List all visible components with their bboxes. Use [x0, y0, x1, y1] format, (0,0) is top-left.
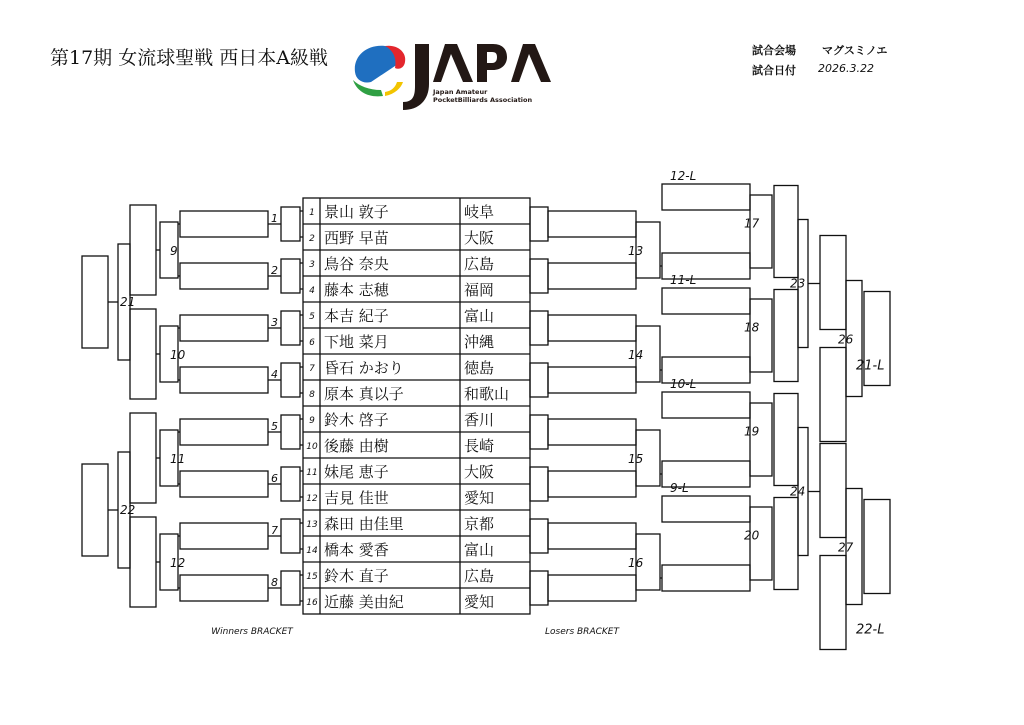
losers-bracket-label: Losers BRACKET	[545, 627, 619, 637]
losers-r4-feed-slot	[820, 556, 846, 650]
final-feed-label-21-L: 21-L	[856, 358, 885, 374]
losers-r2-label-17: 17	[744, 216, 760, 231]
winners-r1-slot	[180, 419, 268, 445]
losers-r2-match-19	[750, 403, 772, 476]
losers-r4-feed-slot	[820, 348, 846, 442]
winners-r1-label-3: 3	[271, 316, 278, 329]
loser-feed-label-9-L: 9-L	[670, 481, 689, 495]
losers-r2-feed-slot	[662, 184, 750, 210]
player-seed-9: 9	[309, 416, 315, 426]
player-seed-15: 15	[306, 572, 318, 582]
winners-r1-slot	[180, 315, 268, 341]
logo-tagline-line1: Japan Amateur	[433, 88, 488, 96]
losers-r2-feed-slot	[662, 392, 750, 418]
player-name-1: 景山 敦子	[324, 203, 389, 221]
player-pref-10: 長崎	[464, 437, 495, 455]
player-pref-2: 大阪	[464, 229, 495, 247]
losers-r4-label-27: 27	[838, 540, 854, 555]
losers-r3-label-23: 23	[790, 276, 806, 291]
losers-r4-advance-slot	[820, 444, 846, 538]
winners-r2-label-9: 9	[170, 244, 178, 258]
loser-feed-label-10-L: 10-L	[670, 377, 697, 391]
player-pref-13: 京都	[464, 515, 495, 533]
winners-r1-label-1: 1	[271, 212, 278, 225]
winners-r1-label-2: 2	[271, 264, 278, 277]
player-name-5: 本吉 紀子	[324, 307, 389, 325]
player-seed-14: 14	[306, 546, 318, 556]
winners-bracket-label: Winners BRACKET	[211, 627, 293, 637]
player-seed-4: 4	[309, 286, 315, 296]
player-name-4: 藤本 志穂	[324, 281, 389, 299]
venue-label: 試合会場	[752, 44, 796, 57]
player-name-7: 昏石 かおり	[324, 359, 404, 377]
losers-r0-match	[530, 571, 548, 605]
winners-r1-match-5	[281, 415, 300, 449]
winners-r2-slot	[130, 309, 156, 399]
player-pref-11: 大阪	[464, 463, 495, 481]
logo-tagline-line2: PocketBilliards Association	[433, 96, 533, 104]
winners-r1-slot	[180, 471, 268, 497]
player-pref-9: 香川	[464, 411, 495, 429]
winners-r1-match-8	[281, 571, 300, 605]
losers-r1-label-13: 13	[628, 244, 644, 258]
winners-r1-label-4: 4	[271, 368, 278, 381]
losers-r0-match	[530, 363, 548, 397]
player-pref-1: 岐阜	[464, 203, 495, 221]
winners-r2-slot	[130, 205, 156, 295]
winners-r1-slot	[180, 263, 268, 289]
losers-r2-label-18: 18	[744, 320, 760, 335]
losers-r1-label-15: 15	[628, 452, 644, 466]
losers-r0-match	[530, 415, 548, 449]
losers-r4-advance-slot	[820, 236, 846, 330]
player-seed-13: 13	[306, 520, 318, 530]
player-seed-12: 12	[306, 494, 318, 504]
player-seed-16: 16	[306, 598, 318, 608]
player-pref-3: 広島	[464, 255, 495, 273]
player-pref-15: 広島	[464, 567, 495, 585]
player-name-14: 橋本 愛香	[324, 541, 389, 559]
losers-r0-match	[530, 259, 548, 293]
winners-r1-label-7: 7	[271, 524, 278, 537]
losers-r2-slot	[774, 290, 798, 382]
losers-r0-slot	[548, 367, 636, 393]
winners-r1-slot	[180, 575, 268, 601]
winners-r1-label-8: 8	[271, 576, 278, 589]
losers-r2-slot	[774, 498, 798, 590]
player-pref-4: 福岡	[464, 281, 495, 299]
winners-r1-match-4	[281, 363, 300, 397]
losers-r0-match	[530, 207, 548, 241]
losers-r0-slot	[548, 263, 636, 289]
winners-r2-label-12: 12	[170, 556, 186, 570]
player-name-10: 後藤 由樹	[324, 437, 389, 455]
player-seed-5: 5	[309, 312, 315, 322]
losers-r2-match-18	[750, 299, 772, 372]
player-name-8: 原本 真以子	[324, 385, 404, 403]
losers-r2-feed-slot	[662, 288, 750, 314]
losers-r0-slot	[548, 575, 636, 601]
losers-r1-label-14: 14	[628, 348, 644, 362]
winners-r3-label-22: 22	[120, 503, 136, 517]
player-seed-6: 6	[309, 338, 315, 348]
player-name-15: 鈴木 直子	[324, 567, 389, 585]
losers-r2-label-19: 19	[744, 424, 760, 439]
losers-r0-slot	[548, 523, 636, 549]
player-name-12: 吉見 佳世	[324, 489, 389, 507]
losers-r0-slot	[548, 315, 636, 341]
winners-r2-label-10: 10	[170, 348, 186, 362]
winners-r2-label-11: 11	[170, 452, 186, 466]
player-name-3: 鳥谷 奈央	[324, 255, 389, 273]
losers-r2-slot	[774, 186, 798, 278]
player-pref-6: 沖縄	[464, 333, 495, 351]
player-pref-16: 愛知	[464, 593, 495, 611]
losers-r0-slot	[548, 471, 636, 497]
date-label: 試合日付	[752, 64, 796, 77]
losers-r2-label-20: 20	[744, 528, 760, 543]
winners-r1-match-2	[281, 259, 300, 293]
winners-r1-match-6	[281, 467, 300, 501]
winners-r2-slot	[130, 517, 156, 607]
losers-r4-slot	[864, 500, 890, 594]
venue-value: マグスミノエ	[822, 44, 888, 57]
player-seed-11: 11	[306, 468, 318, 478]
losers-r2-match-20	[750, 507, 772, 580]
losers-r1-label-16: 16	[628, 556, 644, 570]
player-seed-8: 8	[309, 390, 315, 400]
player-pref-7: 徳島	[464, 359, 495, 377]
losers-r2-match-17	[750, 195, 772, 268]
player-pref-5: 富山	[464, 307, 495, 325]
losers-r2-feed-slot	[662, 496, 750, 522]
player-seed-1: 1	[309, 208, 315, 218]
losers-r0-match	[530, 467, 548, 501]
losers-r2-slot	[774, 394, 798, 486]
winners-r1-match-3	[281, 311, 300, 345]
losers-r0-match	[530, 519, 548, 553]
losers-r3-label-24: 24	[790, 484, 806, 499]
player-name-11: 妹尾 恵子	[324, 463, 389, 481]
losers-r0-slot	[548, 211, 636, 237]
player-pref-14: 富山	[464, 541, 495, 559]
winners-r1-label-6: 6	[271, 472, 278, 485]
winners-r1-label-5: 5	[271, 420, 278, 433]
losers-r0-slot	[548, 419, 636, 445]
losers-r4-label-26: 26	[838, 332, 854, 347]
player-name-9: 鈴木 啓子	[324, 411, 389, 429]
player-seed-3: 3	[309, 260, 315, 270]
player-name-6: 下地 菜月	[324, 333, 389, 351]
winners-r1-slot	[180, 523, 268, 549]
player-seed-2: 2	[309, 234, 315, 244]
losers-r2-advance-slot	[662, 565, 750, 591]
player-seed-7: 7	[309, 364, 315, 374]
winners-r1-match-7	[281, 519, 300, 553]
winners-r3-label-21: 21	[120, 295, 136, 309]
winners-r1-slot	[180, 367, 268, 393]
winners-r1-slot	[180, 211, 268, 237]
date-value: 2026.3.22	[818, 62, 874, 75]
player-name-13: 森田 由佳里	[324, 515, 404, 533]
page-title: 第17期 女流球聖戦 西日本A級戦	[50, 47, 328, 69]
winners-r3-slot	[82, 256, 108, 348]
winners-r3-slot	[82, 464, 108, 556]
winners-r2-slot	[130, 413, 156, 503]
player-name-2: 西野 早苗	[324, 229, 389, 247]
final-feed-label-22-L: 22-L	[856, 622, 885, 638]
player-seed-10: 10	[306, 442, 318, 452]
loser-feed-label-11-L: 11-L	[670, 273, 697, 287]
player-pref-12: 愛知	[464, 489, 495, 507]
player-pref-8: 和歌山	[464, 385, 510, 403]
losers-r0-match	[530, 311, 548, 345]
player-name-16: 近藤 美由紀	[324, 593, 404, 611]
winners-r1-match-1	[281, 207, 300, 241]
loser-feed-label-12-L: 12-L	[670, 169, 697, 183]
